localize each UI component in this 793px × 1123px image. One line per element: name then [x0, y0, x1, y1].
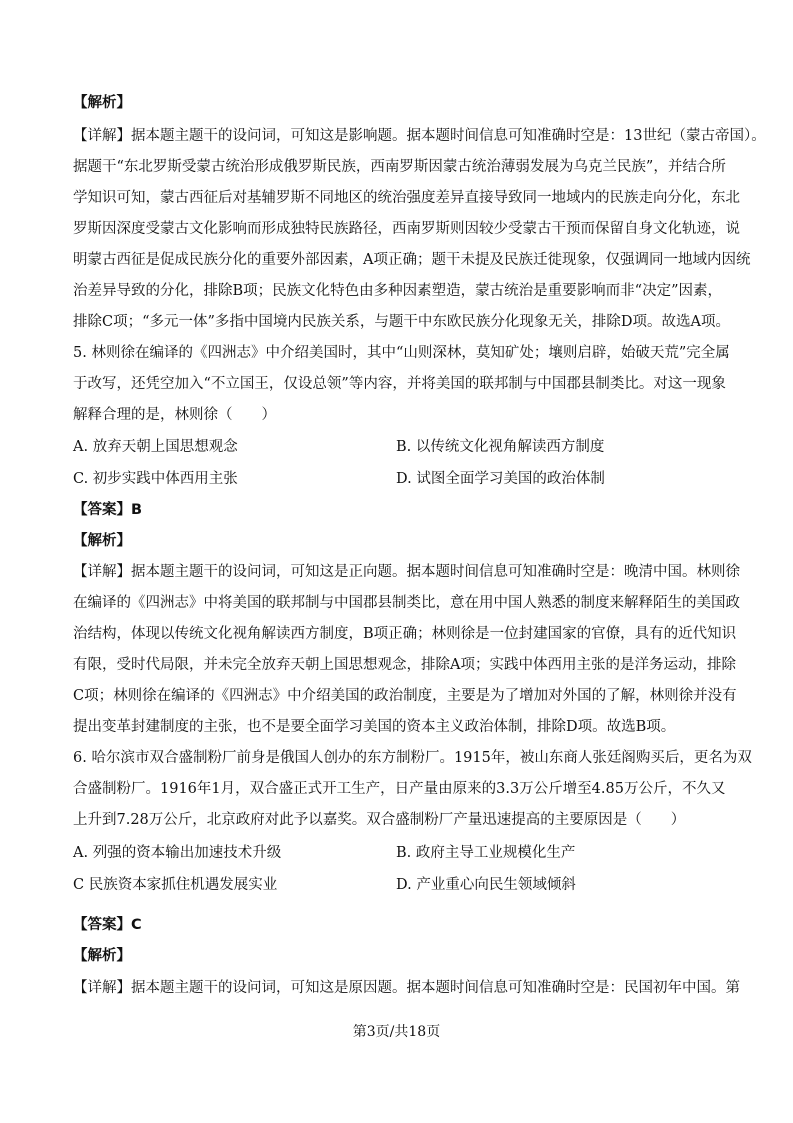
detail-line: 排除C项；“多元一体”多指中国境内民族关系，与题干中东欧民族分化现象无关，排除D项。故选A项。	[73, 314, 731, 330]
detail-line: 明蒙古西征是促成民族分化的重要外部因素，A项正确；题干未提及民族迁徙现象，仅强调同一地域内因统	[73, 252, 751, 268]
question-6-option-c: C 民族资本家抓住机遇发展实业	[73, 877, 278, 893]
detail-line: C项；林则徐在编译的《四洲志》中介绍美国的政治制度，主要是为了增加对外国的了解，林则徐并没有	[73, 688, 737, 704]
detail-line: 学知识可知，蒙古西征后对基辅罗斯不同地区的统治强度差异直接导致同一地域内的民族走向分化，东北	[73, 190, 740, 206]
question-6-option-d: D. 产业重心向民生领域倾斜	[396, 877, 576, 893]
question-6-text: 上升到7.28万公斤，北京政府对此予以嘉奖。双合盛制粉厂产量迅速提高的主要原因是（ ）	[73, 812, 686, 828]
page-footer: 第3页/共18页	[352, 1024, 441, 1040]
question-5-text: 5. 林则徐在编译的《四洲志》中介绍美国时，其中“山则深林，莫知矿处；壤则启辟，始破天荒”完全属	[73, 345, 730, 361]
question-5-option-c: C. 初步实践中体西用主张	[73, 471, 238, 487]
detail-line: 提出变革封建制度的主张，也不是要全面学习美国的资本主义政治体制，排除D项。故选B项。	[73, 719, 676, 735]
question-5-text: 于改写，还凭空加入“不立国王，仅设总领”等内容，并将美国的联邦制与中国郡县制类比。对这一现象	[73, 376, 726, 392]
question-5-option-a: A. 放弃天朝上国思想观念	[73, 439, 238, 455]
detail-line: 据题干“东北罗斯受蒙古统治形成俄罗斯民族，西南罗斯因蒙古统治薄弱发展为乌克兰民族”，并结合所	[73, 159, 726, 175]
analysis-heading: 【解析】	[73, 533, 131, 549]
detail-line: 治结构，体现以传统文化视角解读西方制度，B项正确；林则徐是一位封建国家的官僚，具有的近代知识	[73, 626, 737, 642]
question-6-text: 合盛制粉厂。1916年1月，双合盛正式开工生产，日产量由原来的3.3万公斤增至4.85万公斤，不久又	[73, 781, 726, 797]
detail-line: 罗斯因深度受蒙古文化影响而形成独特民族路径，西南罗斯则因较少受蒙古干预而保留自身文化轨迹，说	[73, 221, 740, 237]
question-5-option-b: B. 以传统文化视角解读西方制度	[396, 439, 605, 455]
detail-line: 在编译的《四洲志》中将美国的联邦制与中国郡县制类比，意在用中国人熟悉的制度来解释陌生的美国政	[73, 595, 740, 611]
detail-line: 【详解】据本题主题干的设问词，可知这是影响题。据本题时间信息可知准确时空是：13世纪（蒙古帝国）。	[73, 128, 766, 144]
question-6-option-a: A. 列强的资本输出加速技术升级	[73, 845, 282, 861]
question-6-text: 6. 哈尔滨市双合盛制粉厂前身是俄国人创办的东方制粉厂。1915年，被山东商人张廷阁购买后，更名为双	[73, 750, 752, 766]
detail-line: 【详解】据本题主题干的设问词，可知这是原因题。据本题时间信息可知准确时空是：民国初年中国。第	[73, 980, 740, 996]
question-5-option-d: D. 试图全面学习美国的政治体制	[396, 471, 605, 487]
question-5-answer: 【答案】B	[73, 502, 143, 518]
question-5-text: 解释合理的是，林则徐（ ）	[73, 407, 276, 423]
detail-line: 有限，受时代局限，并未完全放弃天朝上国思想观念，排除A项；实践中体西用主张的是洋务运动，排除	[73, 657, 736, 673]
detail-line: 治差异导致的分化，排除B项；民族文化特色由多种因素塑造，蒙古统治是重要影响而非“决定”因素，	[73, 283, 722, 299]
question-6-answer: 【答案】C	[73, 917, 142, 933]
analysis-heading: 【解析】	[73, 95, 131, 111]
question-6-option-b: B. 政府主导工业规模化生产	[396, 845, 576, 861]
detail-line: 【详解】据本题主题干的设问词，可知这是正向题。据本题时间信息可知准确时空是：晚清中国。林则徐	[73, 564, 740, 580]
analysis-heading: 【解析】	[73, 948, 131, 964]
